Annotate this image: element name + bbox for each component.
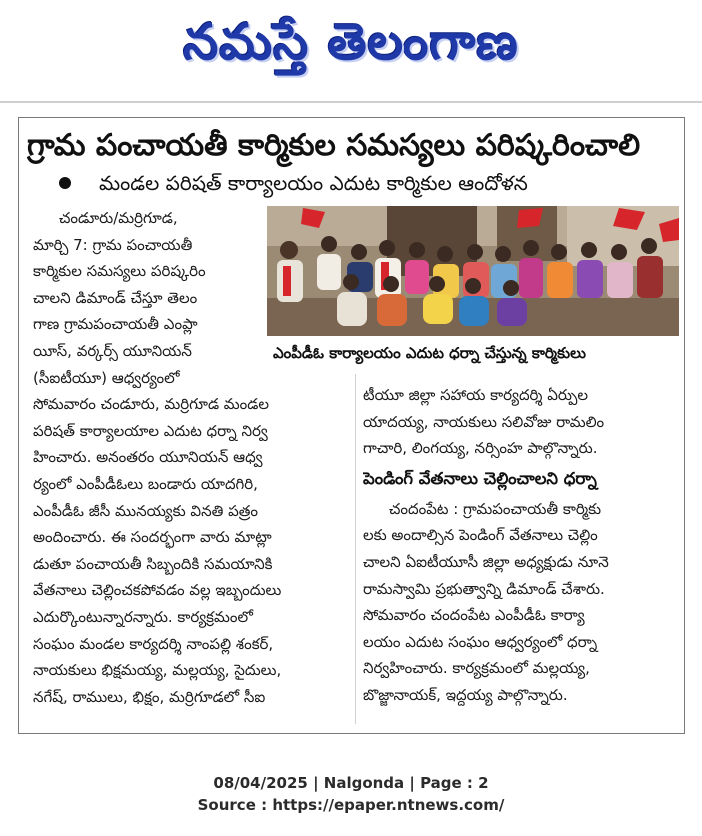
article-line: యీస్, వర్కర్స్ యూనియన్ xyxy=(33,341,192,360)
article-line: నగేష్, రాములు, భిక్షం, మర్రిగూడలో సీఐ xyxy=(33,687,266,706)
article-line: చందంపేట : గ్రామపంచాయతీ కార్మికు xyxy=(389,499,602,518)
article-line: చాలని ఏఐటీయూసీ జిల్లా అధ్యక్షుడు నూనె xyxy=(363,552,609,571)
article-line: నాయకులు భిక్షమయ్య, మల్లయ్య, సైదులు, xyxy=(33,661,282,680)
article-right-column xyxy=(363,382,681,722)
article-line: చాలని డిమాండ్ చేస్తూ తెలం xyxy=(33,288,198,307)
article-headline: గ్రామ పంచాయతీ కార్మికుల సమస్యలు పరిష్కరించాలి xyxy=(27,128,641,163)
article-line: నిర్వహించారు. కార్యక్రమంలో మల్లయ్య, xyxy=(363,659,590,678)
article-line: లకు అందాల్సిన పెండింగ్ వేతనాలు చెల్లిం xyxy=(363,526,598,545)
article-line: వేతనాలు చెల్లించకపోవడం వల్ల ఇబ్బందులు xyxy=(33,581,282,600)
article-line: డుతూ పంచాయతీ సిబ్బందికి సమయానికి xyxy=(33,554,273,573)
article-line: సంఘం మండల కార్యదర్శి నాంపల్లి శంకర్, xyxy=(33,634,274,653)
article-line: టీయూ జిల్లా సహాయ కార్యదర్శి ఏర్పుల xyxy=(363,386,589,404)
photo-caption: ఎంపీడీఓ కార్యాలయం ఎదుట ధర్నా చేస్తున్న కార్మికులు xyxy=(273,344,586,362)
masthead xyxy=(0,0,702,96)
article-line: ర్యంలో ఎంపీడీఓలు బండారు యాదగిరి, xyxy=(33,474,258,493)
edition-info: 08/04/2025 | Nalgonda | Page : 2 xyxy=(213,774,489,792)
clipping-footer xyxy=(0,772,702,816)
masthead-divider xyxy=(0,101,702,103)
source-link[interactable]: Source : https://epaper.ntnews.com/ xyxy=(197,796,505,814)
bullet-icon xyxy=(59,177,71,189)
news-article-clipping xyxy=(18,117,685,734)
article-line: హించారు. అనంతరం యూనియన్ ఆధ్వ xyxy=(33,448,263,467)
article-line: చండూరు/మర్రిగూడ, xyxy=(59,209,178,227)
article-line: సోమవారం చందంపేట ఎంపీడీఓ కార్యా xyxy=(363,606,585,625)
article-line: గాచారి, లింగయ్య, నర్సింహ పాల్గొన్నారు. xyxy=(363,439,598,458)
article-line: సోమవారం చండూరు, మర్రిగూడ మండల xyxy=(33,395,270,414)
protest-photo xyxy=(267,206,679,336)
article-line: లయం ఎదుట సంఘం ఆధ్వర్యంలో ధర్నా xyxy=(363,632,598,651)
article-line: బొజ్జానాయక్, ఇద్దయ్య పాల్గొన్నారు. xyxy=(363,685,568,704)
article-line: యాదయ్య, నాయకులు సలివోజు రామలిం xyxy=(363,412,605,431)
article-line: అందించారు. ఈ సందర్భంగా వారు మాట్లా xyxy=(33,528,272,547)
article-line: ఎదుర్కొంటున్నారన్నారు. కార్యక్రమంలో xyxy=(33,607,253,626)
newspaper-logo: నమస్తే తెలంగాణ xyxy=(183,12,519,71)
article-line: కార్మికుల సమస్యలు పరిష్కరిం xyxy=(33,262,206,281)
column-divider xyxy=(355,374,356,724)
article-line: ఎంపీడీఓ జీసీ మునయ్యకు వినతి పత్రం xyxy=(33,501,259,520)
article-line: మార్చి 7: గ్రామ పంచాయతీ xyxy=(33,235,193,254)
article-line: (సీఐటీయూ) ఆధ్వర్యంలో xyxy=(33,368,180,387)
article-line: రామస్వామి ప్రభుత్వాన్ని డిమాండ్ చేశారు. xyxy=(363,579,605,598)
article-subhead: మండల పరిషత్ కార్యాలయం ఎదుట కార్మికుల ఆందోళన xyxy=(99,171,528,195)
article-line: గాణ గ్రామపంచాయతీ ఎంప్లా xyxy=(33,315,198,334)
section-subheading: పెండింగ్ వేతనాలు చెల్లించాలని ధర్నా xyxy=(363,468,597,488)
article-line: పరిషత్ కార్యాలయాల ఎదుట ధర్నా నిర్వ xyxy=(33,421,268,440)
